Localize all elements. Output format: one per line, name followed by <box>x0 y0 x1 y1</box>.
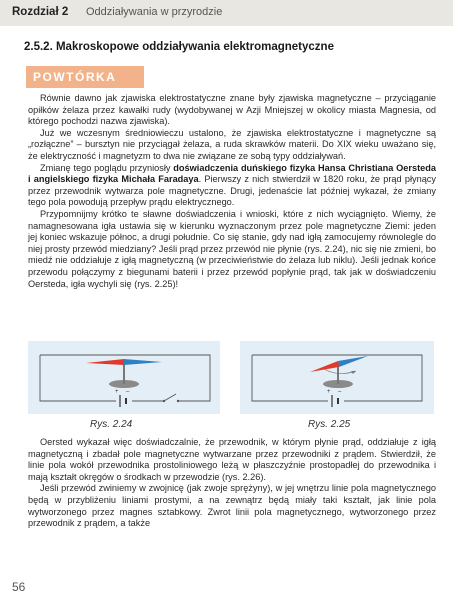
body-text-top <box>28 93 436 290</box>
paragraph-5: Oersted wykazał więc doświadczalnie, że przewodnik, w którym płynie prąd, oddziałuje z igłą magnetyczną i zbadał pole magnetyczne wytwarzane przez przewodniki z prądem. Stwierdził, że linie pola wokół przewodnika prostoliniowego leżą w płaszczyźnie prostopadłej do przewodnika i mają kształt okręgów o środkach w przewodzie (rys. 2.26). <box>28 437 436 482</box>
paragraph-3-end: . Pierwszy z nich stwierdził w 1820 roku, że prąd płynący przez przewodnik wytwarza pole magnetyczne. Drugi, jedenaście lat później wykazał, że zmiany tego pola powodują przepływ prądu elektrycznego. <box>28 174 436 208</box>
figure-2-24 <box>28 341 220 414</box>
running-header <box>0 0 453 26</box>
page-number: 56 <box>12 580 26 594</box>
needle-north <box>86 359 124 365</box>
figure-2-24-illustration <box>28 341 220 414</box>
paragraph-3-start: Zmianę tego poglądu przyniosły <box>40 162 174 173</box>
chapter-label: Rozdział 2 <box>12 6 69 18</box>
open-switch <box>164 394 176 401</box>
figure-2-25-illustration <box>240 341 434 414</box>
section-title: 2.5.2. Makroskopowe oddziaływania elektromagnetyczne <box>24 41 334 53</box>
needle-south <box>124 359 162 365</box>
chapter-subject: Oddziaływania w przyrodzie <box>86 6 223 18</box>
compass-pin <box>123 363 125 384</box>
battery-minus-label: – <box>126 389 130 395</box>
needle-north <box>310 361 339 372</box>
figure-2-25-caption: Rys. 2.25 <box>308 419 351 430</box>
body-text-bottom <box>28 437 436 530</box>
paragraph-2: Już we wczesnym średniowieczu ustalono, że zjawiska elektrostatyczne i magnetyczne są „rozłączne” – bursztyn nie przyciągał żelaza, a ruda skrawków materii. Do XIX wieku uważano się, że elektryczność i magnetyzm to dwa nie związane ze sobą typy oddziaływań. <box>28 127 436 161</box>
paragraph-6: Jeśli przewód zwiniemy w zwojnicę (jak zwoje sprężyny), w jej wnętrzu linie pola magnetycznego będą w przybliżeniu liniami prostymi, a na zewnątrz będą miały taki kształt, jak linie pola wytworzonego przez magnes sztabkowy. Zwrot linii pola magnetycznego, wytworzonego przez przewodnik z prądem, a także <box>28 483 436 529</box>
review-box-label: POWTÓRKA <box>26 66 144 88</box>
paragraph-4: Przypomnijmy krótko te sławne doświadczenia i wnioski, które z nich wyciągnięto. Wiemy, że namagnesowana igła ustawia się w kierunku wyznaczonym przez pole magnetyczne Ziemi: jeden jej koniec wskazuje północ, a drugi południe. Co się stanie, gdy nad igłą zamocujemy równolegle do niej prosty przewód miedziany? Jeśli prąd przez przewód nie płynie (rys. 2.24), nic się nie zmieni, bo miedź nie oddziałuje z igłą magnetyczną (w przeciwieństwie do żelaza lub niklu). Jeśli jednak końce przewodu połączymy z biegunami baterii i przez przewód popłynie prąd, tak jak w doświadczeniu Oersteda, igła wychyli się (rys. 2.25)! <box>28 208 437 289</box>
battery-plus-label: + <box>327 389 331 395</box>
needle-south <box>338 356 368 367</box>
paragraph-1: Równie dawno jak zjawiska elektrostatyczne znane były zjawiska magnetyczne – przyciąganie opiłków żelaza przez kawałki rudy (wydobywanej w Azji Mniejszej w okolicy miasta Magnesia, od którego pochodzi nazwa zjawiska). <box>28 93 436 127</box>
battery-plus-label: + <box>115 389 119 395</box>
paragraph-3-highlight: doświadczenia duńskiego fizyka Hansa Christiana Oersteda i angielskiego fizyka Michała Faradaya <box>28 162 436 185</box>
battery-minus-label: – <box>338 389 342 395</box>
paragraph-3 <box>28 163 436 209</box>
figure-2-25 <box>240 341 434 414</box>
figure-2-24-caption: Rys. 2.24 <box>90 419 133 430</box>
